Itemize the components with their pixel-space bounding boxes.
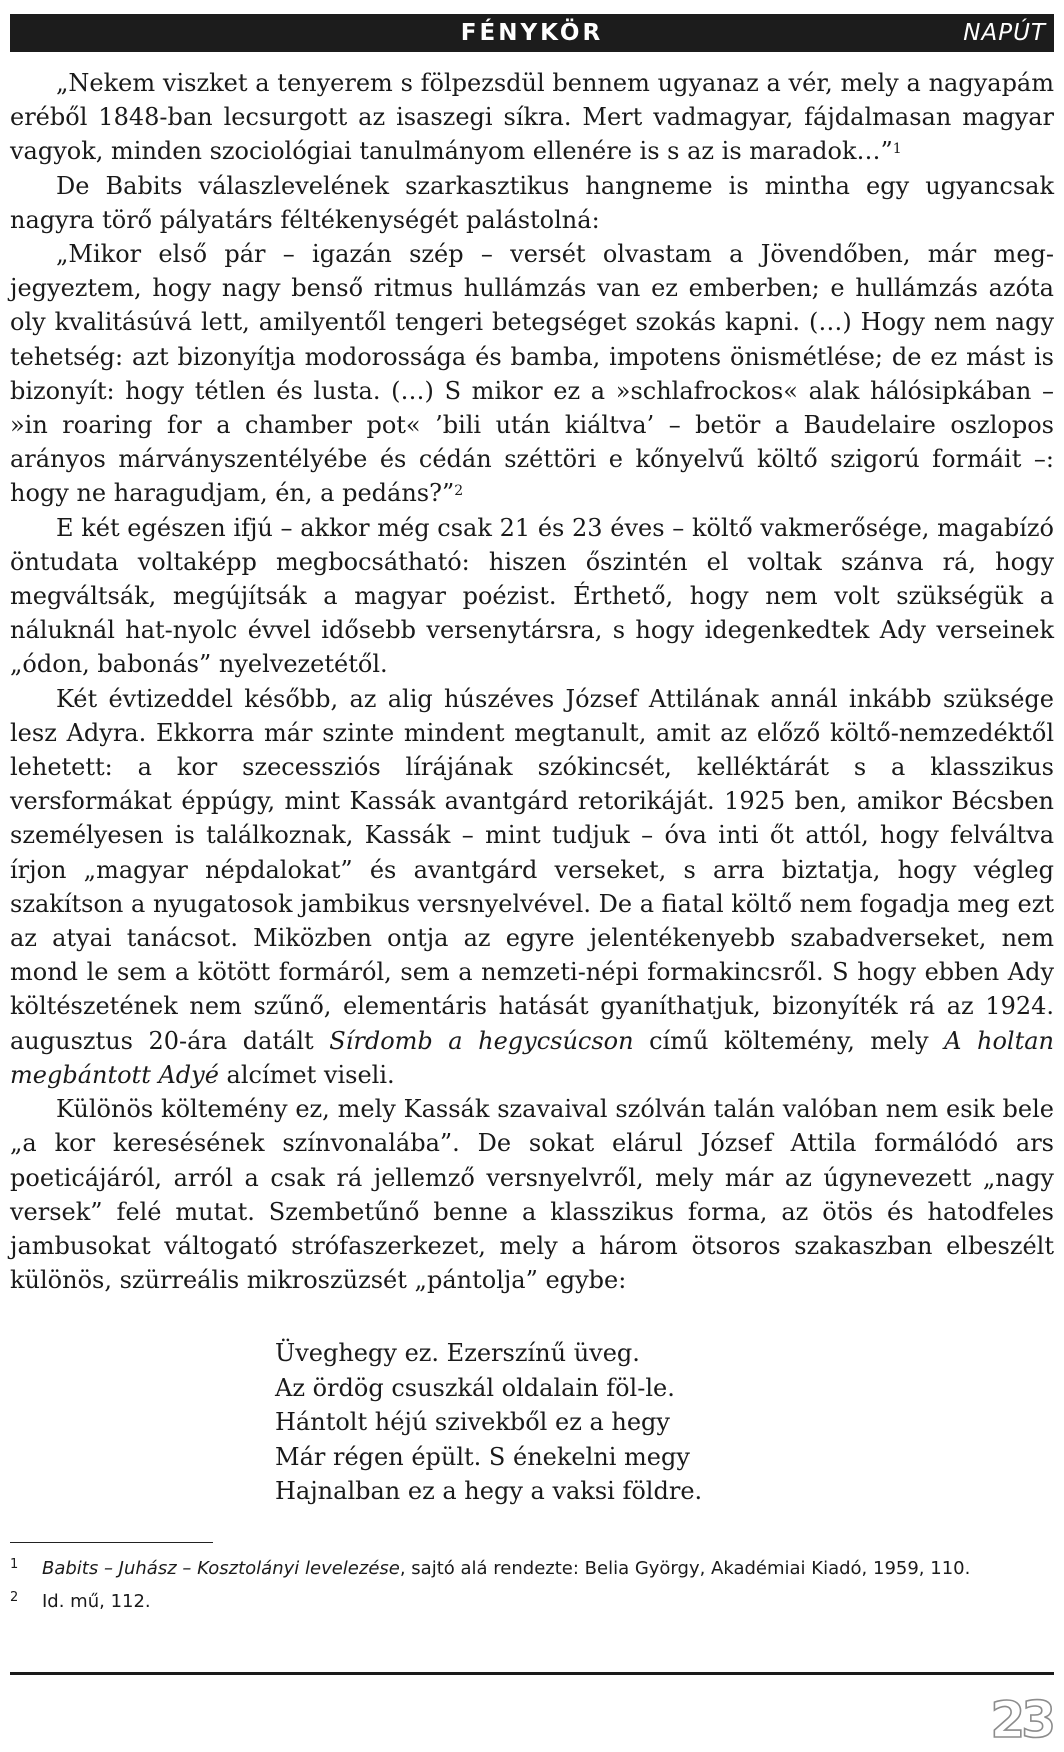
paragraph (10, 237, 1054, 511)
footnote-number: 2 (10, 1590, 19, 1605)
paragraph (10, 1092, 1054, 1297)
paragraph (10, 682, 1054, 1092)
italic-title: A holtan megbántott Adyé (10, 1026, 1054, 1089)
paragraph (10, 66, 1054, 169)
footnote-number: 1 (10, 1557, 19, 1572)
footnote-divider (10, 1542, 213, 1543)
text-run: című költemény, mely (633, 1026, 945, 1055)
footnotes (10, 1552, 1054, 1618)
italic-title: Babits – Juhász – Kosztolányi levelezése (42, 1558, 400, 1579)
poem-line: Hántolt héjú szivekből ez a hegy (275, 1408, 670, 1436)
page-number: 23 (990, 1691, 1052, 1749)
text-run: E két egészen ifjú – akkor még csak 21 és 23 éves – költő vakmerősége, magabízó öntudata voltaképp megbocsátható: hiszen őszintén el voltak szánva rá, hogy megváltsák, megújítsák a magyar poézist. Érthető, hogy nem volt szükségük a náluknál hat-nyolc évvel idősebb versenytársra, s hogy idegenkedtek Ady verseinek „ódon, babonás” nyelvezetétől. (10, 513, 1054, 679)
paragraph (10, 169, 1054, 237)
text-run: Id. mű, 112. (42, 1591, 151, 1612)
poem-line: Üveghegy ez. Ezerszínű üveg. (275, 1339, 640, 1367)
text-run: De Babits válaszlevelének szarkasztikus hangneme is mintha egy ugyancsak nagyra törő pályatárs féltékenységét palástolná: (10, 171, 1054, 234)
section-title: FÉNYKÖR (460, 20, 604, 46)
text-run: „Mikor első pár – igazán szép – versét olvastam a Jövendőben, már megjegyeztem, hogy nagy benső ritmus hullámzás van ez emberben; e hullámzás azóta oly kvalitásúvá lett, amilyentől tengeri betegséget szokás kapni. (…) Hogy nem nagy tehetség: azt bizonyítja modorossága és bamba, impotens önismétlése; de ez mást is bizonyít: hogy tétlen és lusta. (…) S mikor ez a »schlafrockos« alak hálósipkában – »in roaring for a chamber pot« ’bili után kiáltva’ – betör a Baudelaire oszlopos arányos márványszentélyébe és cédán széttöri e kőnyelvű költő szigorú formáit –: hogy ne haragudjam, én, a pedáns?” (10, 240, 1054, 508)
bottom-divider (10, 1672, 1054, 1675)
poem-line: Hajnalban ez a hegy a vaksi földre. (275, 1477, 703, 1505)
text-run: „Nekem viszket a tenyerem s fölpezsdül bennem ugyanaz a vér, mely a nagyapám eréből 1848-ban lecsurgott az isaszegi síkra. Mert vadmagyar, fájdalmasan magyar vagyok, minden szociológiai tanulmányom ellenére is s az is maradok…” (10, 69, 1054, 166)
footnote (10, 1585, 1054, 1618)
text-run: , sajtó alá rendezte: Belia György, Akadémiai Kiadó, 1959, 110. (399, 1558, 971, 1579)
footnote-reference: 1 (892, 141, 902, 158)
text-run: Különös költemény ez, mely Kassák szavaival szólván talán valóban nem esik bele „a kor keresésének színvonalába”. De sokat elárul József Attila formálódó ars poeticájáról, arról a csak rá jellemző versnyelvről, mely már az úgynevezett „nagy versek” felé mutat. Szembetűnő benne a klasszikus forma, az ötös és hatodfeles jambusokat váltogató strófaszerkezet, mely a három ötsoros szakaszban elbeszélt különös, szürreális mikroszüzsét „pántolja” egybe: (10, 1095, 1054, 1295)
footnote (10, 1552, 1054, 1585)
poem-excerpt (275, 1336, 702, 1509)
text-run: alcímet viseli. (218, 1060, 395, 1089)
footnote-reference: 2 (454, 483, 464, 500)
italic-title: Sírdomb a hegycsúcson (329, 1026, 634, 1055)
poem-line: Az ördög csuszkál oldalain föl-le. (275, 1373, 675, 1402)
running-header (10, 14, 1054, 52)
text-run: Két évtizeddel később, az alig húszéves József Attilának annál inkább szüksége lesz Adyra. Ekkorra már szinte mindent megtanult, amit az előző költő-nemzedéktől lehetett: a kor szecessziós lírájának szókincsét, kelléktárát s a klasszikus versformákat éppúgy, mint Kassák avantgárd retorikáját. 1925 ben, amikor Bécsben személyesen is találkoznak, Kassák – mint tudjuk – óva inti őt attól, hogy felváltva írjon „magyar népdalokat” és avantgárd verseket, s arra biztatja, hogy végleg szakítson a nyugatosok jambikus versnyelvével. De a fiatal költő nem fogadja meg ezt az atyai tanácsot. Miközben ontja az egyre jelentékenyebb szabadverseket, nem mond le sem a kötött formáról, sem a nemzeti-népi formakincsről. S hogy ebben Ady költészetének nem szűnő, elementáris hatását gyaníthatjuk, bizonyíték rá az 1924. augusztus 20-ára datált (10, 684, 1054, 1055)
magazine-logo: NAPÚT (963, 20, 1046, 46)
poem-line: Már régen épült. S énekelni megy (275, 1442, 690, 1471)
paragraph (10, 511, 1054, 682)
article-body (10, 66, 1054, 1297)
